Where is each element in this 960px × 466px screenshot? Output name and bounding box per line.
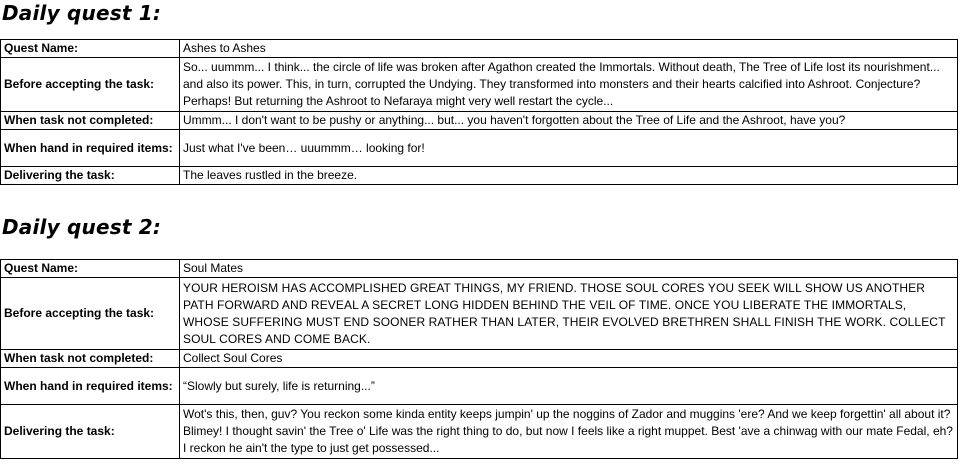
hand-in-items-label: When hand in required items: — [1, 368, 180, 405]
table-row — [1, 40, 958, 58]
before-accepting-label: Before accepting the task: — [1, 278, 180, 350]
quest-2-heading: Daily quest 2: — [2, 215, 162, 239]
delivering-task-label: Delivering the task: — [1, 167, 180, 185]
quest-name-label: Quest Name: — [1, 40, 180, 58]
hand-in-items-label: When hand in required items: — [1, 130, 180, 167]
task-not-completed-label: When task not completed: — [1, 112, 180, 130]
task-not-completed-value: Ummm... I don't want to be pushy or anything... but... you haven't forgotten about the Tree of Life and the Ashroot, have you? — [180, 112, 958, 130]
quest-1-heading: Daily quest 1: — [2, 1, 162, 25]
hand-in-items-value: “Slowly but surely, life is returning...” — [180, 368, 958, 405]
task-not-completed-label: When task not completed: — [1, 350, 180, 368]
quest-name-value: Ashes to Ashes — [180, 40, 958, 58]
table-row — [1, 405, 958, 459]
quest-name-label: Quest Name: — [1, 260, 180, 278]
table-row — [1, 112, 958, 130]
table-row — [1, 130, 958, 167]
quest-1-table — [0, 39, 958, 185]
table-row — [1, 260, 958, 278]
delivering-task-value: Wot's this, then, guv? You reckon some kinda entity keeps jumpin' up the noggins of Zador and muggins 'ere? And we keep forgettin' all about it? Blimey! I thought savin' the Tree o' Life was the right thing to do, but now I feels like a right muppet. Best 'ave a chinwag with our mate Fedal, eh? I reckon he ain't the type to just get possessed... — [180, 405, 958, 459]
delivering-task-value: The leaves rustled in the breeze. — [180, 167, 958, 185]
table-row — [1, 278, 958, 350]
delivering-task-label: Delivering the task: — [1, 405, 180, 459]
task-not-completed-value: Collect Soul Cores — [180, 350, 958, 368]
hand-in-items-value: Just what I've been… uuummm… looking for! — [180, 130, 958, 167]
quest-2-table — [0, 259, 958, 459]
before-accepting-value: So... uummm... I think... the circle of life was broken after Agathon created the Immortals. Without death, The Tree of Life lost its nourishment... and also its power. This, in turn, corrupted the Undying. They transformed into monsters and their hearts calcified into Ashroot. Conjecture? Perhaps! But returning the Ashroot to Nefaraya might very well restart the cycle... — [180, 58, 958, 112]
table-row — [1, 350, 958, 368]
table-row — [1, 58, 958, 112]
table-row — [1, 368, 958, 405]
before-accepting-value: YOUR HEROISM HAS ACCOMPLISHED GREAT THINGS, MY FRIEND. THOSE SOUL CORES YOU SEEK WILL SHOW US ANOTHER PATH FORWARD AND REVEAL A SECRET LONG HIDDEN BEHIND THE VEIL OF TIME. ONCE YOU LIBERATE THE IMMORTALS, WHOSE SUFFERING MUST END SOONER RATHER THAN LATER, THEIR EVOLVED BRETHREN SHALL FINISH THE WORK. COLLECT SOUL CORES AND COME BACK. — [180, 278, 958, 350]
table-row — [1, 167, 958, 185]
before-accepting-label: Before accepting the task: — [1, 58, 180, 112]
quest-name-value: Soul Mates — [180, 260, 958, 278]
